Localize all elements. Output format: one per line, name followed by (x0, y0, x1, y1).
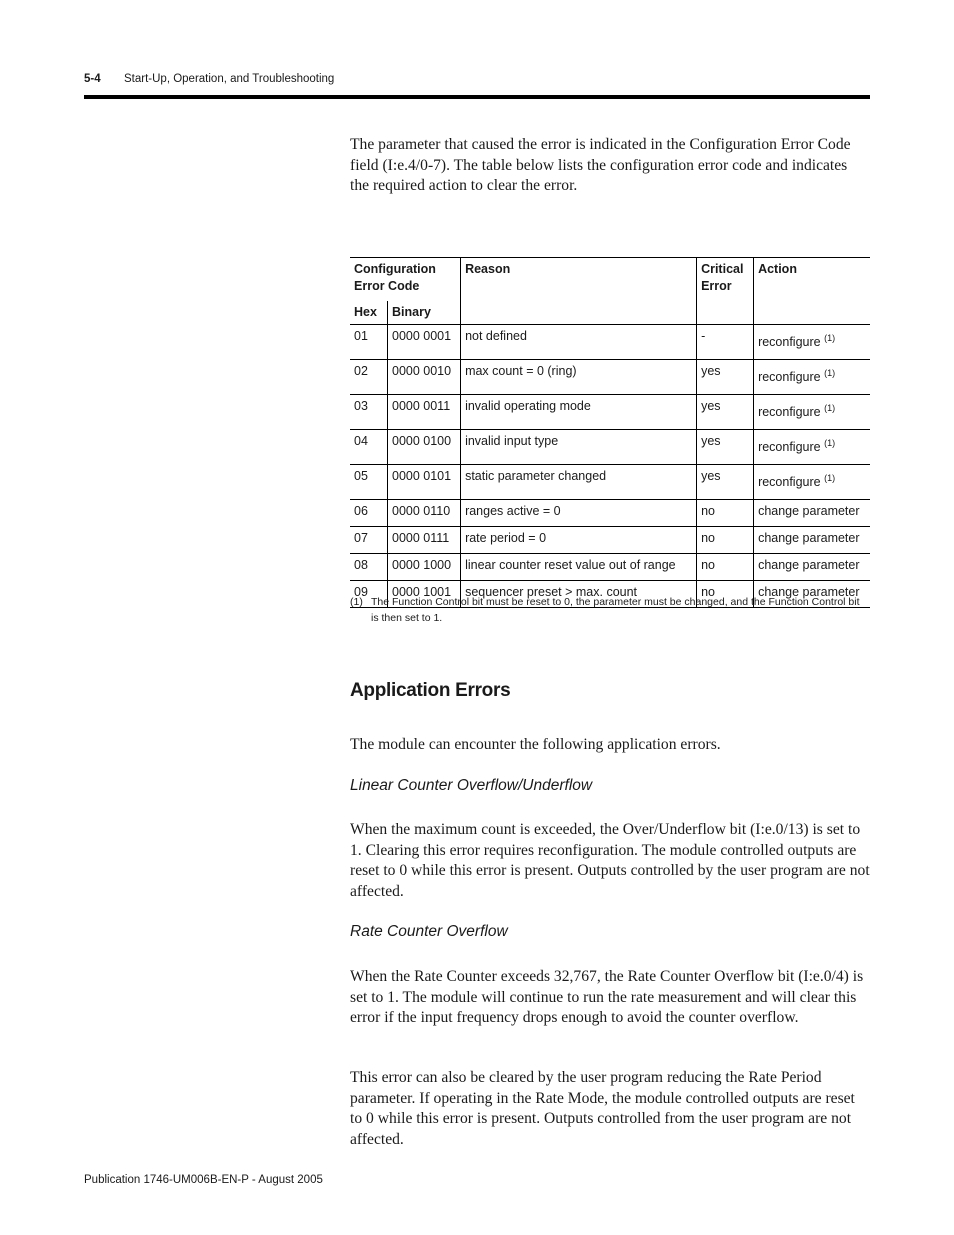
table-row (350, 325, 870, 360)
header-reason: Reason (461, 258, 697, 325)
action-cell (754, 325, 870, 360)
action-text: reconfigure (758, 440, 821, 454)
action-cell (754, 465, 870, 500)
header-config-error-code: Configuration Error Code (350, 258, 461, 302)
action-cell (754, 430, 870, 465)
action-text: reconfigure (758, 370, 821, 384)
footnote-ref: (1) (824, 438, 836, 448)
subheading-linear-counter: Linear Counter Overflow/Underflow (350, 777, 593, 794)
critical-cell: no (697, 554, 754, 581)
action-text: reconfigure (758, 335, 821, 349)
header-hex: Hex (354, 305, 377, 319)
hex-cell: 01 (350, 325, 388, 360)
binary-cell: 0000 0001 (388, 325, 461, 360)
critical-cell: yes (697, 360, 754, 395)
binary-cell: 0000 1000 (388, 554, 461, 581)
critical-cell: no (697, 500, 754, 527)
action-cell: change parameter (754, 554, 870, 581)
reason-cell: linear counter reset value out of range (461, 554, 697, 581)
critical-cell: no (697, 581, 754, 608)
action-cell: change parameter (754, 581, 870, 608)
header-critical-error: Critical Error (697, 258, 754, 325)
intro-paragraph: The parameter that caused the error is indicated in the Configuration Error Code field (I:e.4/0-7). The table below lists the configuration error code and indicates the required action to clear the error. (350, 136, 851, 194)
table-row (350, 500, 870, 527)
reason-cell: rate period = 0 (461, 527, 697, 554)
action-cell (754, 360, 870, 395)
hex-cell: 07 (350, 527, 388, 554)
reason-cell: sequencer preset > max. count (461, 581, 697, 608)
hex-cell: 05 (350, 465, 388, 500)
footnote-ref: (1) (824, 403, 836, 413)
reason-cell: static parameter changed (461, 465, 697, 500)
footnote-ref: (1) (824, 368, 836, 378)
table-row (350, 465, 870, 500)
binary-cell: 0000 1001 (388, 581, 461, 608)
page-number: 5-4 (84, 73, 101, 85)
hex-cell: 04 (350, 430, 388, 465)
subheading-rate-counter: Rate Counter Overflow (350, 923, 508, 940)
reason-cell: not defined (461, 325, 697, 360)
footnote-text: The Function Control bit must be reset to 0, the parameter must be changed, and the Function Control bit is then set to 1. (371, 596, 860, 624)
table-row (350, 430, 870, 465)
action-cell (754, 395, 870, 430)
reason-cell: invalid operating mode (461, 395, 697, 430)
action-text: reconfigure (758, 405, 821, 419)
paragraph-rate-counter-1: When the Rate Counter exceeds 32,767, the Rate Counter Overflow bit (I:e.0/4) is set to 1. The module will continue to run the rate measurement and will clear this error if the input frequency drops enough to avoid the counter overflow. (350, 968, 864, 1026)
binary-cell: 0000 0110 (388, 500, 461, 527)
table-footnote (350, 594, 870, 626)
table-row (350, 360, 870, 395)
binary-cell: 0000 0100 (388, 430, 461, 465)
hex-cell: 09 (350, 581, 388, 608)
hex-cell: 03 (350, 395, 388, 430)
hex-cell: 08 (350, 554, 388, 581)
paragraph-rate-counter-2: This error can also be cleared by the user program reducing the Rate Period parameter. If operating in the Rate Mode, the module controlled outputs are reset to 0 while this error is present. Outputs controlled from the user program are not affected. (350, 1069, 855, 1148)
reason-cell: invalid input type (461, 430, 697, 465)
critical-cell: yes (697, 430, 754, 465)
binary-cell: 0000 0010 (388, 360, 461, 395)
page-footer: Publication 1746-UM006B-EN-P - August 2005 (84, 1174, 323, 1186)
hex-cell: 02 (350, 360, 388, 395)
critical-cell: - (697, 325, 754, 360)
action-cell: change parameter (754, 500, 870, 527)
header-binary: Binary (388, 301, 461, 325)
reason-cell: ranges active = 0 (461, 500, 697, 527)
config-error-table (350, 257, 870, 608)
footnote-ref: (1) (824, 333, 836, 343)
hex-cell: 06 (350, 500, 388, 527)
header-action: Action (754, 258, 870, 325)
section-heading: Application Errors (350, 680, 511, 701)
footnote-marker: (1) (350, 596, 363, 608)
action-text: reconfigure (758, 475, 821, 489)
action-cell: change parameter (754, 527, 870, 554)
critical-cell: no (697, 527, 754, 554)
binary-cell: 0000 0011 (388, 395, 461, 430)
chapter-title: Start-Up, Operation, and Troubleshooting (124, 73, 335, 85)
critical-cell: yes (697, 395, 754, 430)
table-row (350, 395, 870, 430)
binary-cell: 0000 0101 (388, 465, 461, 500)
footnote-ref: (1) (824, 473, 836, 483)
paragraph-linear-counter: When the maximum count is exceeded, the Over/Underflow bit (I:e.0/13) is set to 1. Clearing this error requires reconfiguration. The module controlled outputs are reset to 0 while this error is present. Outputs controlled by the user program are not affected. (350, 821, 870, 900)
page-header (84, 73, 335, 85)
binary-cell: 0000 0111 (388, 527, 461, 554)
reason-cell: max count = 0 (ring) (461, 360, 697, 395)
critical-cell: yes (697, 465, 754, 500)
header-rule (84, 95, 870, 99)
table-row (350, 554, 870, 581)
table-row (350, 527, 870, 554)
section-intro: The module can encounter the following application errors. (350, 736, 721, 753)
